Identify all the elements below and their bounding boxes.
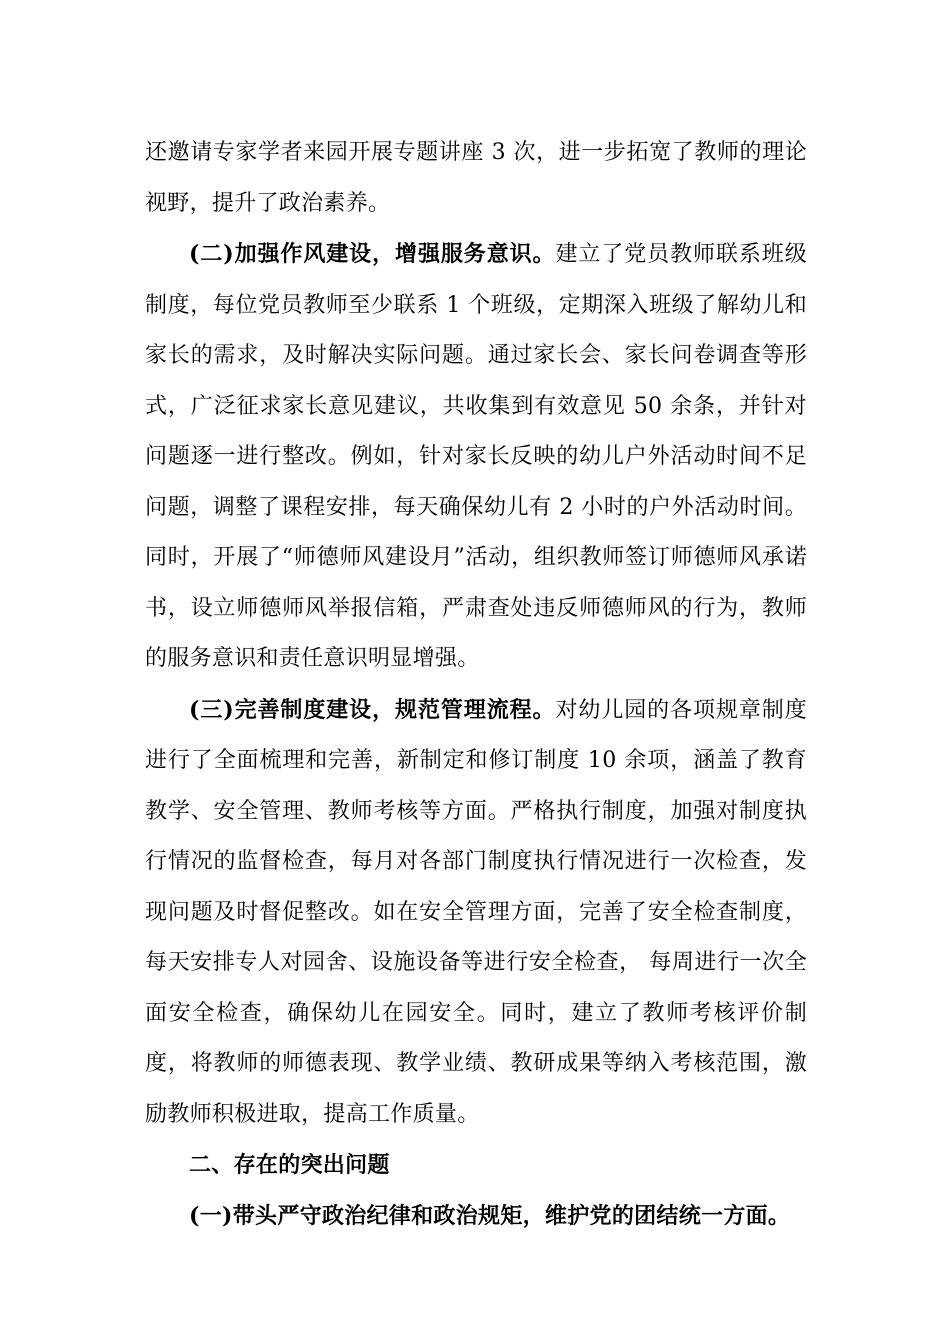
paragraph-text: 对幼儿园的各项规章制度进行了全面梳理和完善，新制定和修订制度 10 余项，涵盖了教育教学、安全管理、教师考核等方面。严格执行制度，加强对制度执行情况的监督检查，每月对各部门制度执行情况进行一次检查，发现问题及时督促整改。如在安全管理方面，完善了安全检查制度，每天安排专人对园舍、设施设备等进行安全检查， 每周进行一次全面安全检查，确保幼儿在园安全。同时，建立了教师考核评价制度，将教师的师德表现、教学业绩、教研成果等纳入考核范围，激励教师积极进取，提高工作质量。 bbox=[145, 697, 807, 1127]
paragraph-lead-heading: (三)完善制度建设，规范管理流程。 bbox=[189, 696, 556, 723]
document-body bbox=[145, 128, 807, 1241]
sub-heading: (一)带头严守政治纪律和政治规矩，维护党的团结统一方面。 bbox=[189, 1202, 791, 1229]
section-heading: 二、存在的突出问题 bbox=[189, 1152, 390, 1178]
paragraph-continuation bbox=[145, 128, 807, 229]
paragraph-system-building bbox=[145, 685, 807, 1141]
paragraph-style-building bbox=[145, 229, 807, 685]
paragraph-text: 还邀请专家学者来园开展专题讲座 3 次，进一步拓宽了教师的理论视野，提升了政治素养。 bbox=[145, 140, 807, 216]
paragraph-text: 建立了党员教师联系班级制度，每位党员教师至少联系 1 个班级，定期深入班级了解幼儿和家长的需求，及时解决实际问题。通过家长会、家长问卷调查等形式，广泛征求家长意见建议，共收集到有效意见 50 余条，并针对问题逐一进行整改。例如，针对家长反映的幼儿户外活动时间不足问题，调整了课程安排，每天确保幼儿有 2 小时的户外活动时间。同时，开展了“师德师风建设月”活动，组织教师签订师德师风承诺书，设立师德师风举报信箱，严肃查处违反师德师风的行为，教师的服务意识和责任意识明显增强。 bbox=[145, 242, 807, 671]
paragraph-lead-heading: (二)加强作风建设，增强服务意识。 bbox=[189, 241, 556, 267]
